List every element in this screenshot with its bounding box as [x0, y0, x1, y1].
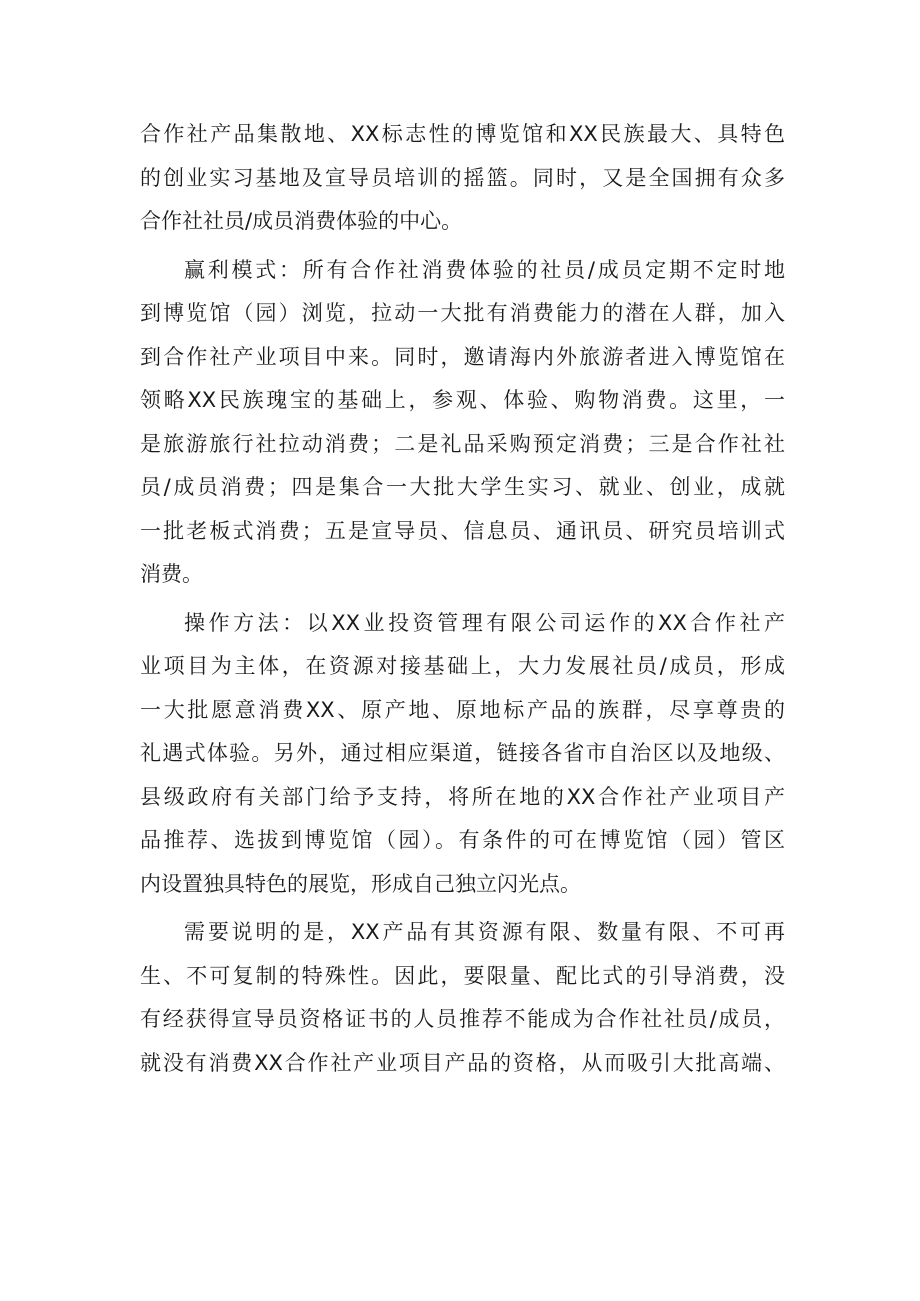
text-line: 是旅游旅行社拉动消费；二是礼品采购预定消费；三是合作社社 — [140, 431, 785, 456]
paragraph — [140, 911, 785, 1085]
text-line: 品推荐、选拔到博览馆（园）。有条件的可在博览馆（园）管区 — [140, 828, 785, 852]
text-line: 就没有消费XX合作社产业项目产品的资格，从而吸引大批高端、 — [140, 1050, 785, 1075]
text-line: 需要说明的是，XX产品有其资源有限、数量有限、不可再 — [184, 920, 785, 944]
paragraph — [140, 249, 785, 597]
text-line: 礼遇式体验。另外，通过相应渠道，链接各省市自治区以及地级、 — [140, 741, 785, 765]
text-line: 赢利模式：所有合作社消费体验的社员/成员定期不定时地 — [184, 257, 785, 282]
text-line: 的创业实习基地及宣导员培训的摇篮。同时，又是全国拥有众多 — [140, 165, 785, 190]
document-body — [140, 113, 785, 1085]
text-line: 内设置独具特色的展览，形成自己独立闪光点。 — [140, 871, 581, 896]
text-line: 县级政府有关部门给予支持，将所在地的XX合作社产业项目产 — [140, 784, 785, 809]
text-line: 到合作社产业项目中来。同时，邀请海内外旅游者进入博览馆在 — [140, 344, 785, 369]
text-line: 一批老板式消费；五是宣导员、信息员、通讯员、研究员培训式 — [140, 518, 785, 543]
paragraph — [140, 602, 785, 907]
text-line: 业项目为主体，在资源对接基础上，大力发展社员/成员，形成 — [140, 654, 785, 678]
text-line: 领略XX民族瑰宝的基础上，参观、体验、购物消费。这里，一 — [140, 388, 785, 412]
text-line: 合作社社员/成员消费体验的中心。 — [140, 209, 463, 233]
text-line: 消费。 — [140, 562, 203, 586]
text-line: 员/成员消费；四是集合一大批大学生实习、就业、创业，成就 — [140, 475, 785, 499]
text-line: 操作方法：以XX业投资管理有限公司运作的XX合作社产 — [184, 610, 785, 635]
text-line: 生、不可复制的特殊性。因此，要限量、配比式的引导消费，没 — [140, 963, 785, 988]
text-line: 到博览馆（园）浏览，拉动一大批有消费能力的潜在人群，加入 — [140, 301, 785, 325]
text-line: 一大批愿意消费XX、原产地、原地标产品的族群，尽享尊贵的 — [140, 697, 785, 722]
paragraph — [140, 113, 785, 244]
text-line: 合作社产品集散地、XX标志性的博览馆和XX民族最大、具特色 — [140, 122, 785, 146]
text-line: 有经获得宣导员资格证书的人员推荐不能成为合作社社员/成员， — [140, 1007, 785, 1031]
